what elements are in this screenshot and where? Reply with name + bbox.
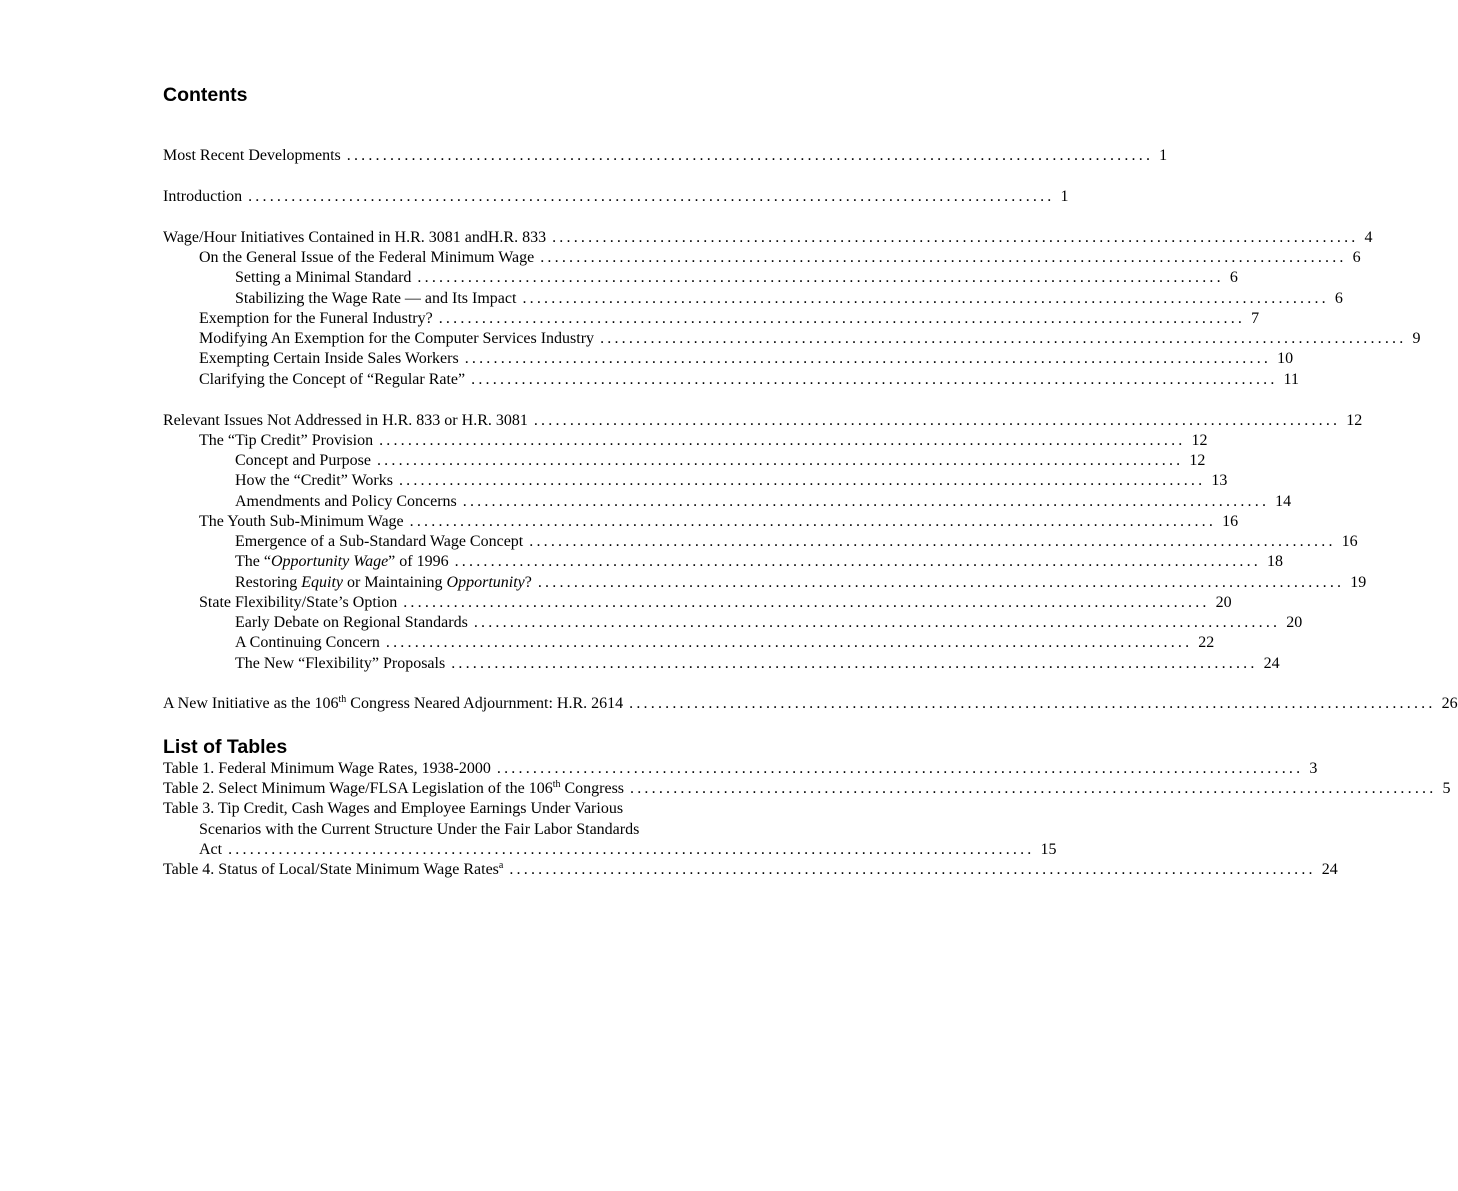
toc-entry[interactable] <box>163 411 1363 431</box>
footnote-superscript: a <box>498 860 504 871</box>
toc-entry-page: 22 <box>1198 634 1215 651</box>
table-entry-title <box>163 779 624 799</box>
title-part: ? <box>524 574 532 591</box>
dot-leader: ................................................................................................................ <box>454 553 1262 570</box>
dot-leader: ................................................................................................................ <box>630 780 1437 797</box>
toc-entry-page: 16 <box>1341 533 1358 550</box>
toc-entry[interactable] <box>235 573 1367 593</box>
table-entry[interactable] <box>163 860 1338 880</box>
title-part: Congress Neared Adjournment: H.R. 2614 <box>346 695 624 712</box>
toc-entry[interactable] <box>199 248 1361 268</box>
dot-leader: ................................................................................................................ <box>228 841 1035 858</box>
title-part: ” of 1996 <box>388 553 449 570</box>
toc-entry[interactable] <box>235 552 1284 572</box>
toc-entry-page: 11 <box>1283 371 1299 388</box>
dot-leader: ................................................................................................................ <box>529 533 1336 550</box>
dot-leader: ................................................................................................................ <box>533 412 1341 429</box>
toc-entry-page: 6 <box>1352 249 1361 266</box>
toc-entry-page: 24 <box>1263 655 1280 672</box>
toc-entry-page: 26 <box>1441 695 1458 712</box>
toc-entry-page: 18 <box>1267 553 1284 570</box>
toc-entry-title: Wage/Hour Initiatives Contained in H.R. 3081 andH.R. 833 <box>163 229 547 246</box>
dot-leader: ................................................................................................................ <box>522 290 1329 307</box>
toc-entry-title: Relevant Issues Not Addressed in H.R. 833 or H.R. 3081 <box>163 412 528 429</box>
dot-leader: ................................................................................................................ <box>385 634 1193 651</box>
title-part-italic: Equity <box>301 574 343 591</box>
toc-entry[interactable] <box>235 289 1343 309</box>
dot-leader: ................................................................................................................ <box>600 330 1407 347</box>
dot-leader: ................................................................................................................ <box>248 188 1055 205</box>
dot-leader: ................................................................................................................ <box>398 472 1206 489</box>
toc-entry[interactable] <box>199 512 1239 532</box>
table-entry[interactable] <box>199 840 1057 860</box>
dot-leader: ................................................................................................................ <box>537 574 1345 591</box>
toc-entry-page: 7 <box>1251 310 1260 327</box>
dot-leader: ................................................................................................................ <box>471 371 1278 388</box>
table-entry-line[interactable]: Scenarios with the Current Structure Under the Fair Labor Standards <box>199 821 640 838</box>
dot-leader: ................................................................................................................ <box>346 147 1154 164</box>
toc-entry-title: Setting a Minimal Standard <box>235 269 412 286</box>
toc-entry-page: 12 <box>1191 432 1208 449</box>
table-entry-page: 3 <box>1309 760 1318 777</box>
title-part-italic: Opportunity <box>446 574 525 591</box>
title-part: Table 2. Select Minimum Wage/FLSA Legislation of the 106 <box>163 780 553 797</box>
toc-entry-page: 16 <box>1222 513 1239 530</box>
dot-leader: ................................................................................................................ <box>464 350 1272 367</box>
toc-entry-page: 1 <box>1060 188 1069 205</box>
ordinal-superscript: th <box>552 779 561 790</box>
dot-leader: ................................................................................................................ <box>496 760 1304 777</box>
dot-leader: ................................................................................................................ <box>409 513 1217 530</box>
toc-entry[interactable] <box>163 694 1458 714</box>
dot-leader: ................................................................................................................ <box>376 452 1184 469</box>
toc-entry-title <box>163 694 623 714</box>
dot-leader: ................................................................................................................ <box>552 229 1359 246</box>
toc-entry[interactable] <box>199 329 1421 349</box>
toc-entry-page: 4 <box>1364 229 1373 246</box>
toc-entry[interactable] <box>235 471 1228 491</box>
table-entry-page: 5 <box>1442 780 1451 797</box>
dot-leader: ................................................................................................................ <box>473 614 1281 631</box>
toc-entry-page: 6 <box>1229 269 1238 286</box>
title-part: Congress <box>560 780 625 797</box>
toc-entry-page: 1 <box>1159 147 1168 164</box>
toc-entry[interactable] <box>235 492 1292 512</box>
toc-entry-title: How the “Credit” Works <box>235 472 393 489</box>
title-part: A New Initiative as the 106 <box>163 695 339 712</box>
toc-entry-page: 20 <box>1215 594 1232 611</box>
toc-entry-page: 12 <box>1189 452 1206 469</box>
title-part: or Maintaining <box>342 574 447 591</box>
table-entry[interactable] <box>163 759 1318 779</box>
table-entry-line[interactable]: Table 3. Tip Credit, Cash Wages and Employee Earnings Under Various <box>163 800 624 817</box>
toc-entry[interactable] <box>235 451 1206 471</box>
dot-leader: ................................................................................................................ <box>509 861 1316 878</box>
toc-entry[interactable] <box>199 431 1208 451</box>
table-entry-title: Act <box>199 841 223 858</box>
toc-entry-title <box>235 573 532 593</box>
table-entry-title: Table 1. Federal Minimum Wage Rates, 1938-2000 <box>163 760 491 777</box>
contents-heading: Contents <box>163 84 248 106</box>
dot-leader: ................................................................................................................ <box>629 695 1436 712</box>
list-of-tables-heading: List of Tables <box>163 736 288 758</box>
table-entry-page: 24 <box>1321 861 1338 878</box>
toc-entry-title: The “Tip Credit” Provision <box>199 432 374 449</box>
toc-entry-title: The New “Flexibility” Proposals <box>235 655 446 672</box>
toc-entry-title: On the General Issue of the Federal Minimum Wage <box>199 249 535 266</box>
toc-entry-page: 12 <box>1346 412 1363 429</box>
title-part: Table 4. Status of Local/State Minimum Wage Rates <box>163 861 499 878</box>
toc-entry-title: Modifying An Exemption for the Computer Services Industry <box>199 330 595 347</box>
table-entry-page: 15 <box>1040 841 1057 858</box>
toc-entry-page: 19 <box>1350 574 1367 591</box>
toc-entry[interactable] <box>235 532 1358 552</box>
toc-entry-title: Exemption for the Funeral Industry? <box>199 310 433 327</box>
dot-leader: ................................................................................................................ <box>403 594 1210 611</box>
title-part-italic: Opportunity Wage <box>270 553 389 570</box>
toc-entry[interactable] <box>163 146 1168 166</box>
table-entry[interactable] <box>163 779 1451 799</box>
toc-entry-title: State Flexibility/State’s Option <box>199 594 398 611</box>
toc-entry-title: Emergence of a Sub-Standard Wage Concept <box>235 533 524 550</box>
title-part: The “ <box>235 553 271 570</box>
table-entry-title <box>163 860 503 880</box>
ordinal-superscript: th <box>338 694 347 705</box>
toc-entry[interactable] <box>199 349 1294 369</box>
dot-leader: ................................................................................................................ <box>438 310 1246 327</box>
dot-leader: ................................................................................................................ <box>540 249 1347 266</box>
toc-entry-page: 13 <box>1211 472 1228 489</box>
toc-entry-title <box>235 552 449 572</box>
toc-entry-title: A Continuing Concern <box>235 634 380 651</box>
toc-entry-title: Introduction <box>163 188 243 205</box>
title-part: Restoring <box>235 574 302 591</box>
toc-entry[interactable] <box>235 613 1303 633</box>
toc-entry-title: Exempting Certain Inside Sales Workers <box>199 350 459 367</box>
toc-entry[interactable] <box>163 228 1373 248</box>
toc-entry-title: The Youth Sub-Minimum Wage <box>199 513 404 530</box>
toc-entry-page: 20 <box>1286 614 1303 631</box>
toc-entry[interactable] <box>235 633 1215 653</box>
toc-entry-title: Clarifying the Concept of “Regular Rate” <box>199 371 466 388</box>
toc-entry-title: Early Debate on Regional Standards <box>235 614 468 631</box>
dot-leader: ................................................................................................................ <box>451 655 1258 672</box>
toc-entry[interactable] <box>163 187 1069 207</box>
toc-entry-page: 6 <box>1334 290 1343 307</box>
toc-entry-page: 14 <box>1275 493 1292 510</box>
toc-entry[interactable] <box>235 654 1280 674</box>
dot-leader: ................................................................................................................ <box>462 493 1270 510</box>
toc-entry-title: Stabilizing the Wage Rate — and Its Impact <box>235 290 517 307</box>
dot-leader: ................................................................................................................ <box>379 432 1186 449</box>
toc-entry-page: 10 <box>1277 350 1294 367</box>
toc-entry[interactable] <box>199 593 1232 613</box>
toc-entry-title: Most Recent Developments <box>163 147 341 164</box>
toc-entry[interactable] <box>235 268 1238 288</box>
toc-entry-page: 9 <box>1412 330 1421 347</box>
toc-entry[interactable] <box>199 370 1299 390</box>
toc-entry-title: Concept and Purpose <box>235 452 371 469</box>
toc-entry[interactable] <box>199 309 1260 329</box>
dot-leader: ................................................................................................................ <box>417 269 1224 286</box>
toc-entry-title: Amendments and Policy Concerns <box>235 493 457 510</box>
